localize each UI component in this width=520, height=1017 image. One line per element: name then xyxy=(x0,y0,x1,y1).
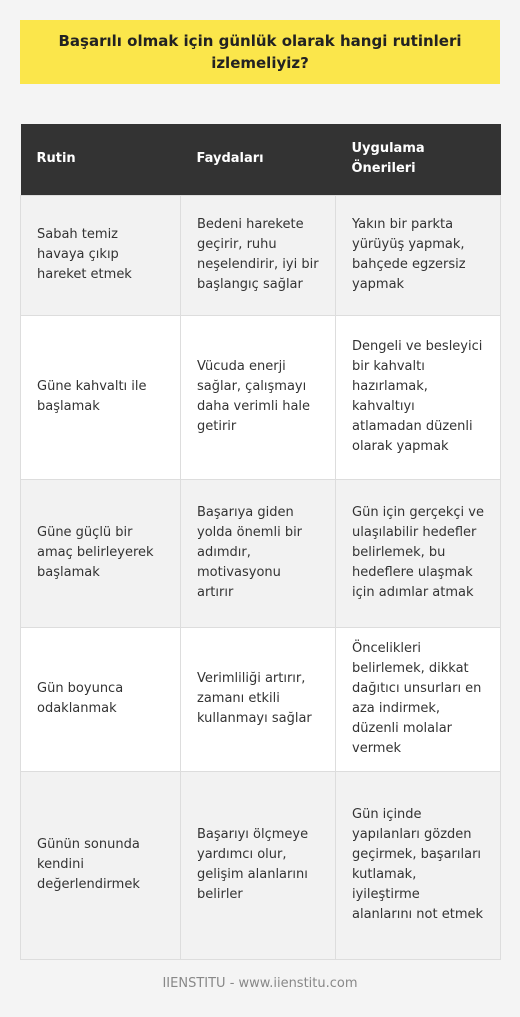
cell-benefits: Başarıya giden yolda önemli bir adımdır, motivasyonu artırır xyxy=(181,479,336,627)
cell-benefits: Verimliliği artırır, zamanı etkili kullanmayı sağlar xyxy=(181,627,336,771)
table-row xyxy=(21,315,501,479)
cell-routine: Güne güçlü bir amaç belirleyerek başlamak xyxy=(21,479,181,627)
header-benefits: Faydaları xyxy=(181,124,336,195)
table-header-row xyxy=(21,124,501,195)
table-row xyxy=(21,195,501,315)
routines-table xyxy=(20,124,501,960)
cell-tips: Gün içinde yapılanları gözden geçirmek, başarıları kutlamak, iyileştirme alanlarını not etmek xyxy=(336,771,501,959)
cell-tips: Yakın bir parkta yürüyüş yapmak, bahçede egzersiz yapmak xyxy=(336,195,501,315)
table-row xyxy=(21,627,501,771)
cell-benefits: Başarıyı ölçmeye yardımcı olur, gelişim alanlarını belirler xyxy=(181,771,336,959)
cell-routine: Güne kahvaltı ile başlamak xyxy=(21,315,181,479)
table-row xyxy=(21,771,501,959)
header-tips: Uygulama Önerileri xyxy=(336,124,501,195)
page-title: Başarılı olmak için günlük olarak hangi rutinleri izlemeliyiz? xyxy=(20,20,500,84)
cell-benefits: Bedeni harekete geçirir, ruhu neşelendirir, iyi bir başlangıç sağlar xyxy=(181,195,336,315)
footer-credit: IIENSTITU - www.iienstitu.com xyxy=(162,976,358,991)
cell-tips: Dengeli ve besleyici bir kahvaltı hazırlamak, kahvaltıyı atlamadan düzenli olarak yapmak xyxy=(336,315,501,479)
cell-routine: Gün boyunca odaklanmak xyxy=(21,627,181,771)
cell-benefits: Vücuda enerji sağlar, çalışmayı daha verimli hale getirir xyxy=(181,315,336,479)
cell-tips: Öncelikleri belirlemek, dikkat dağıtıcı unsurları en aza indirmek, düzenli molalar vermek xyxy=(336,627,501,771)
cell-routine: Günün sonunda kendini değerlendirmek xyxy=(21,771,181,959)
table-row xyxy=(21,479,501,627)
cell-routine: Sabah temiz havaya çıkıp hareket etmek xyxy=(21,195,181,315)
cell-tips: Gün için gerçekçi ve ulaşılabilir hedefler belirlemek, bu hedeflere ulaşmak için adımlar atmak xyxy=(336,479,501,627)
header-routine: Rutin xyxy=(21,124,181,195)
